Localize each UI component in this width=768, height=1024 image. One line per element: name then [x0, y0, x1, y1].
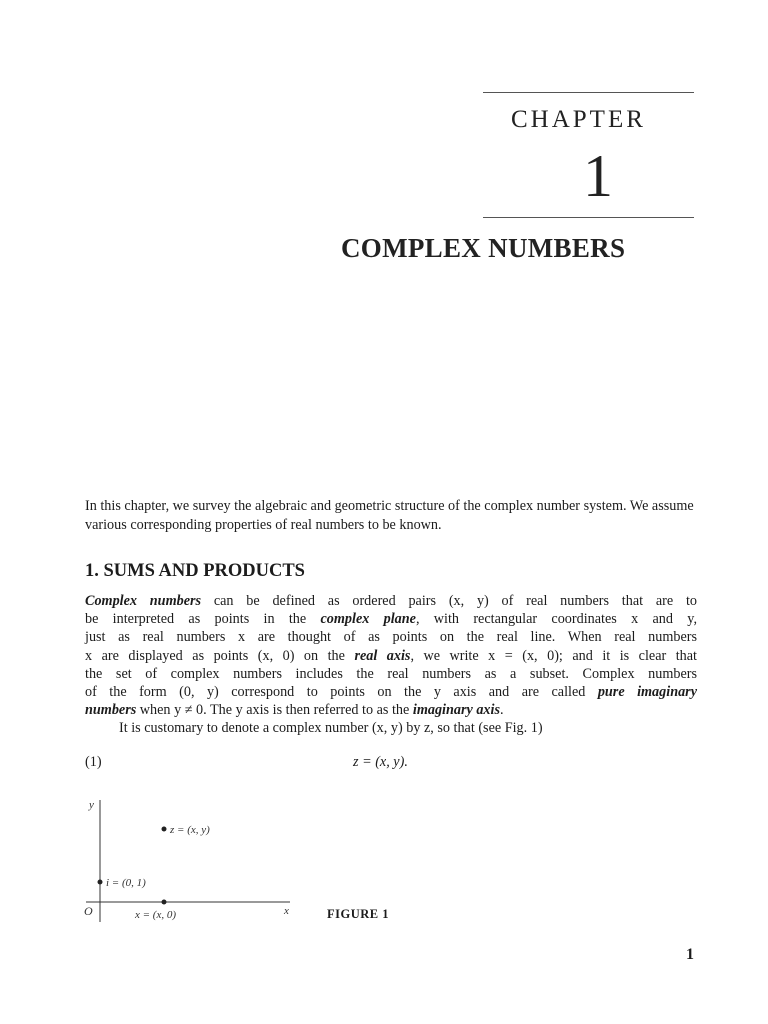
origin-label: O: [84, 904, 93, 918]
paragraph-line: the set of complex numbers includes the real numbers as a subset. Complex numbers: [85, 665, 697, 682]
section-paragraph: [85, 592, 697, 738]
equation-body: z = (x, y).: [353, 754, 408, 770]
point-x-label: x = (x, 0): [135, 909, 177, 921]
paragraph-line: It is customary to denote a complex number (x, y) by z, so that (see Fig. 1): [119, 720, 543, 737]
page-number: 1: [686, 946, 694, 963]
point-z-label: z = (x, y): [170, 824, 210, 836]
chapter-title: COMPLEX NUMBERS: [341, 233, 626, 263]
term-numbers: numbers: [85, 702, 137, 719]
chapter-top-rule: [483, 92, 694, 93]
intro-paragraph: In this chapter, we survey the algebraic and geometric structure of the complex number system. We assume various corresponding properties of real numbers to be known.: [85, 498, 694, 533]
chapter-label: CHAPTER: [511, 106, 646, 133]
term-complex-numbers: Complex numbers: [85, 593, 202, 609]
term-pure-imaginary: pure imaginary: [597, 684, 697, 701]
point-i: [98, 880, 103, 885]
paragraph-line: be interpreted as points in the complex plane, with rectangular coordinates x and y,: [85, 611, 697, 628]
term-real-axis: real axis: [354, 647, 411, 664]
y-axis-label: y: [89, 799, 94, 811]
x-axis-label: x: [284, 905, 289, 917]
term-imaginary-axis: imaginary axis: [412, 702, 500, 719]
figure-caption: FIGURE 1: [327, 907, 389, 921]
paragraph-line: x are displayed as points (x, 0) on the real axis, we write x = (x, 0); and it is clear that: [85, 647, 697, 664]
term-complex-plane: complex plane: [320, 611, 416, 628]
chapter-number: 1: [583, 143, 613, 209]
paragraph-line: Complex numbers can be defined as ordered pairs (x, y) of real numbers that are to: [85, 593, 697, 609]
point-i-label: i = (0, 1): [106, 877, 146, 889]
paragraph-line: numbers when y ≠ 0. The y axis is then referred to as the imaginary axis.: [85, 702, 504, 719]
figure-1: [78, 790, 308, 930]
paragraph-line: just as real numbers x are thought of as points on the real line. When real numbers: [85, 629, 697, 646]
paragraph-line: of the form (0, y) correspond to points on the y axis and are called pure imaginary: [85, 684, 697, 701]
chapter-bottom-rule: [483, 217, 694, 218]
point-x: [162, 900, 167, 905]
equation-number: (1): [85, 754, 102, 770]
point-z: [162, 827, 167, 832]
section-heading: 1. SUMS AND PRODUCTS: [85, 561, 305, 581]
